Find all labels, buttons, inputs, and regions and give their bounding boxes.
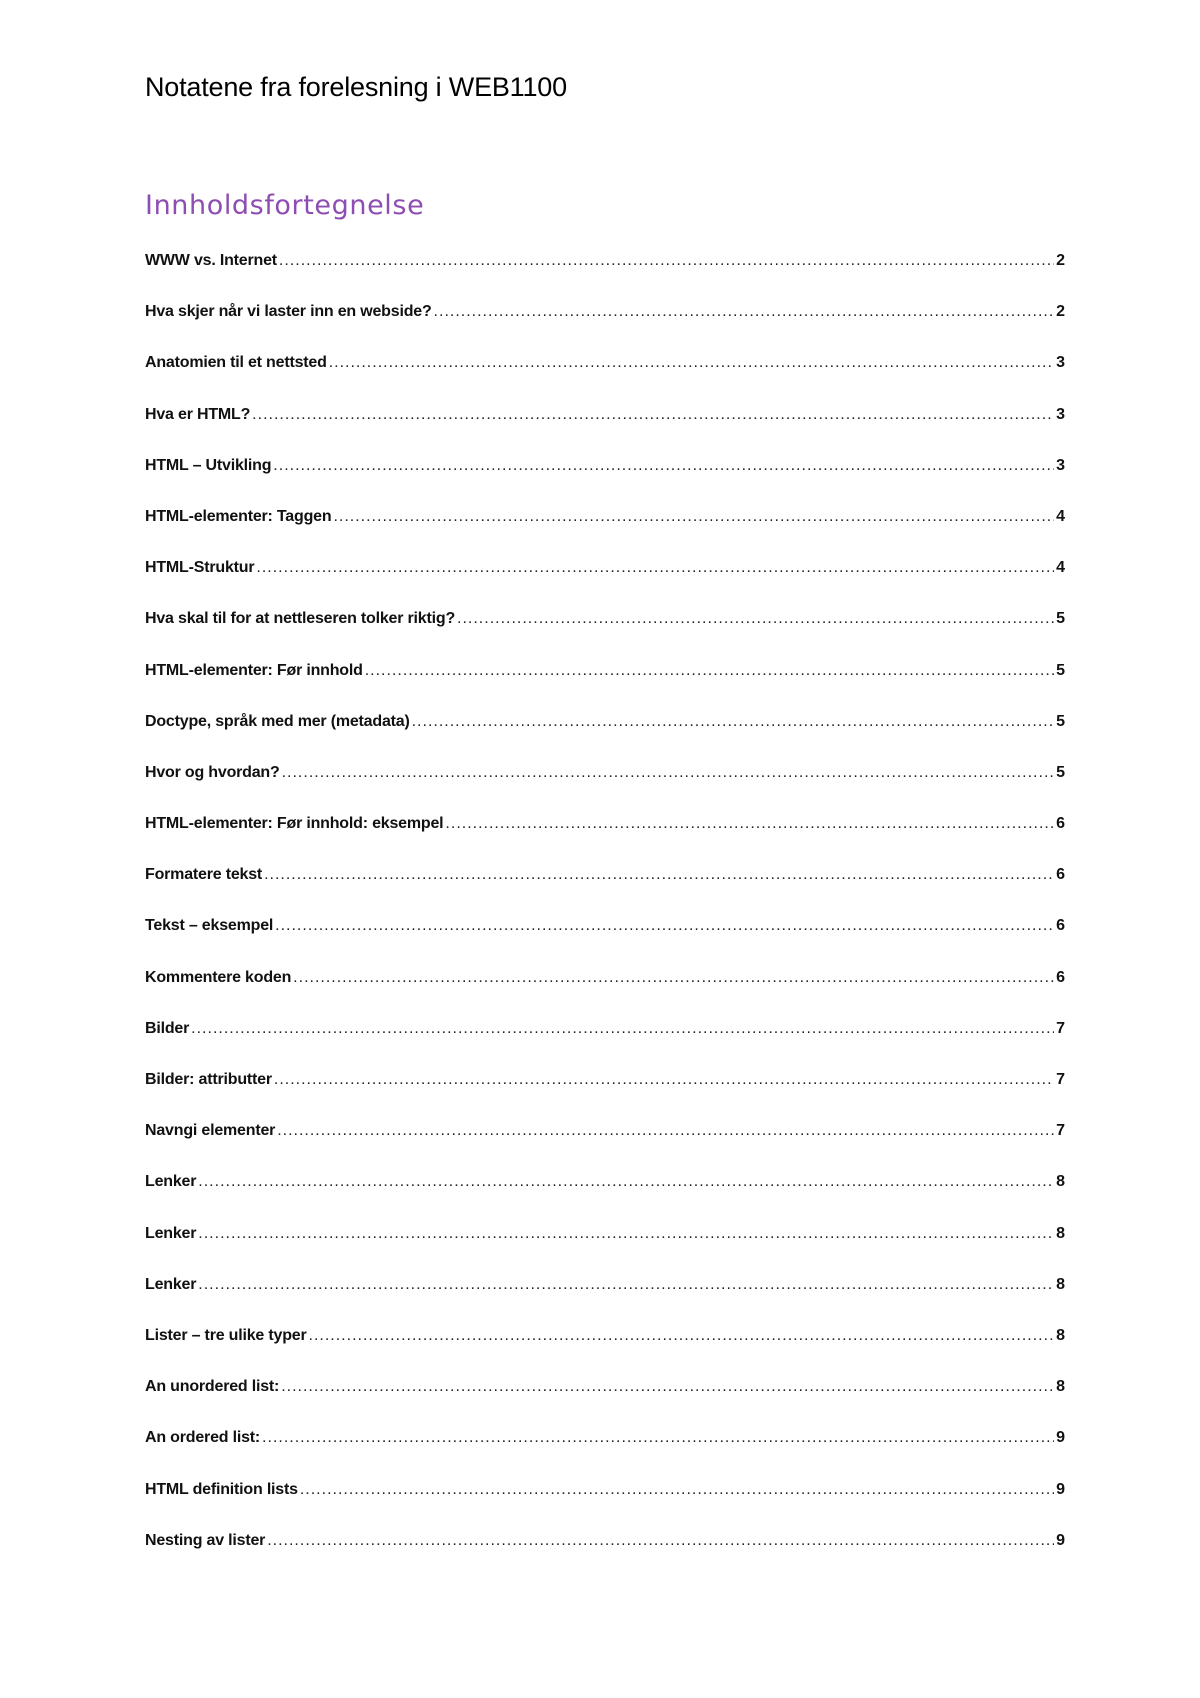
toc-dot-leader [300, 1481, 1054, 1499]
toc-entry-label: HTML-elementer: Taggen [145, 507, 332, 525]
toc-dot-leader [412, 713, 1054, 731]
toc-entry-label: Tekst – eksempel [145, 917, 274, 935]
toc-entry-page-number: 3 [1056, 354, 1065, 372]
toc-entry-page-number: 7 [1056, 1071, 1065, 1088]
toc-entry[interactable] [145, 1071, 1065, 1122]
toc-entry[interactable] [145, 1532, 1065, 1583]
toc-entry-page-number: 8 [1056, 1326, 1065, 1344]
toc-heading: Innholdsfortegnelse [145, 190, 425, 221]
toc-dot-leader [277, 1122, 1054, 1140]
toc-entry-page-number: 6 [1056, 917, 1065, 935]
toc-entry[interactable] [145, 252, 1065, 303]
toc-entry-label: An ordered list: [145, 1429, 261, 1447]
toc-entry-page-number: 7 [1056, 1019, 1065, 1037]
toc-entry-label: WWW vs. Internet [145, 252, 277, 269]
toc-entry-label: Nesting av lister [145, 1531, 266, 1549]
toc-dot-leader [457, 610, 1054, 628]
toc-entry-label: Hvor og hvordan? [145, 763, 280, 781]
toc-dot-leader [273, 457, 1054, 475]
toc-entry-page-number: 9 [1056, 1429, 1065, 1447]
toc-dot-leader [293, 969, 1054, 987]
toc-entry-page-number: 3 [1056, 405, 1065, 423]
toc-dot-leader [309, 1327, 1055, 1345]
toc-entry[interactable] [145, 559, 1065, 610]
toc-dot-leader [333, 508, 1054, 526]
toc-entry-page-number: 9 [1056, 1531, 1065, 1549]
toc-entry-page-number: 4 [1056, 507, 1065, 525]
toc-entry[interactable] [145, 508, 1065, 559]
toc-entry[interactable] [145, 764, 1065, 815]
toc-entry[interactable] [145, 610, 1065, 661]
toc-entry-label: Hva er HTML? [145, 405, 251, 423]
toc-dot-leader [198, 1225, 1054, 1243]
toc-dot-leader [191, 1020, 1054, 1038]
toc-entry-label: HTML definition lists [145, 1480, 298, 1498]
toc-entry[interactable] [145, 1276, 1065, 1327]
toc-entry-label: Lenker [145, 1173, 197, 1191]
toc-entry[interactable] [145, 815, 1065, 866]
toc-entry-label: Anatomien til et nettsted [145, 354, 327, 372]
toc-entry[interactable] [145, 1429, 1065, 1480]
toc-entry-label: Bilder [145, 1019, 190, 1037]
toc-dot-leader [329, 354, 1054, 372]
toc-dot-leader [365, 662, 1054, 680]
toc-entry-page-number: 8 [1056, 1378, 1065, 1396]
toc-entry[interactable] [145, 354, 1065, 405]
toc-entry[interactable] [145, 866, 1065, 917]
toc-entry[interactable] [145, 1378, 1065, 1429]
toc-entry-page-number: 5 [1056, 712, 1065, 730]
toc-entry[interactable] [145, 917, 1065, 968]
toc-entry-page-number: 6 [1056, 866, 1065, 884]
toc-entry-page-number: 9 [1056, 1480, 1065, 1498]
toc-entry[interactable] [145, 1327, 1065, 1378]
toc-entry-label: Hva skjer når vi laster inn en webside? [145, 303, 432, 321]
toc-entry-page-number: 8 [1056, 1173, 1065, 1191]
toc-entry[interactable] [145, 1020, 1065, 1071]
toc-entry-label: Navngi elementer [145, 1122, 276, 1140]
toc-entry[interactable] [145, 303, 1065, 354]
toc-entry[interactable] [145, 406, 1065, 457]
toc-entry-page-number: 8 [1056, 1275, 1065, 1293]
toc-entry[interactable] [145, 969, 1065, 1020]
document-title: Notatene fra forelesning i WEB1100 [145, 72, 567, 102]
toc-entry[interactable] [145, 1122, 1065, 1173]
toc-entry-label: HTML-Struktur [145, 559, 255, 577]
toc-entry-page-number: 5 [1056, 763, 1065, 781]
toc-entry-page-number: 2 [1056, 303, 1065, 321]
toc-dot-leader [281, 1378, 1054, 1396]
toc-dot-leader [252, 406, 1054, 424]
toc-entry[interactable] [145, 662, 1065, 713]
toc-entry-label: HTML – Utvikling [145, 456, 272, 474]
toc-entry-label: HTML-elementer: Før innhold [145, 661, 363, 679]
toc-entry-label: Formatere tekst [145, 866, 263, 884]
toc-entry-page-number: 6 [1056, 815, 1065, 833]
toc-entry-label: Bilder: attributter [145, 1071, 272, 1088]
toc-entry[interactable] [145, 457, 1065, 508]
toc-entry[interactable] [145, 1225, 1065, 1276]
toc-entry[interactable] [145, 713, 1065, 764]
toc-entry-page-number: 8 [1056, 1224, 1065, 1242]
toc-entry-label: Doctype, språk med mer (metadata) [145, 712, 410, 730]
toc-entry-page-number: 5 [1056, 610, 1065, 628]
toc-dot-leader [275, 917, 1054, 935]
toc-entry-page-number: 6 [1056, 968, 1065, 986]
toc-entry-page-number: 4 [1056, 559, 1065, 577]
toc-entry-page-number: 5 [1056, 661, 1065, 679]
toc-dot-leader [256, 559, 1054, 577]
toc-dot-leader [434, 303, 1055, 321]
toc-dot-leader [262, 1429, 1054, 1447]
toc-entry-page-number: 7 [1056, 1122, 1065, 1140]
table-of-contents [145, 252, 1065, 1583]
toc-entry-label: An unordered list: [145, 1378, 280, 1396]
toc-dot-leader [198, 1276, 1054, 1294]
toc-entry-page-number: 2 [1056, 252, 1065, 269]
toc-dot-leader [282, 764, 1055, 782]
toc-dot-leader [267, 1532, 1054, 1550]
toc-dot-leader [264, 866, 1054, 884]
toc-dot-leader [445, 815, 1054, 833]
toc-entry-label: Hva skal til for at nettleseren tolker riktig? [145, 610, 456, 628]
toc-entry[interactable] [145, 1173, 1065, 1224]
toc-dot-leader [198, 1173, 1054, 1191]
toc-dot-leader [274, 1071, 1054, 1089]
toc-entry-label: Lenker [145, 1275, 197, 1293]
toc-entry-page-number: 3 [1056, 456, 1065, 474]
toc-entry-label: Kommentere koden [145, 968, 292, 986]
toc-entry-label: Lenker [145, 1224, 197, 1242]
toc-entry[interactable] [145, 1481, 1065, 1532]
toc-entry-label: Lister – tre ulike typer [145, 1326, 307, 1344]
toc-dot-leader [279, 252, 1054, 270]
toc-entry-label: HTML-elementer: Før innhold: eksempel [145, 815, 444, 833]
